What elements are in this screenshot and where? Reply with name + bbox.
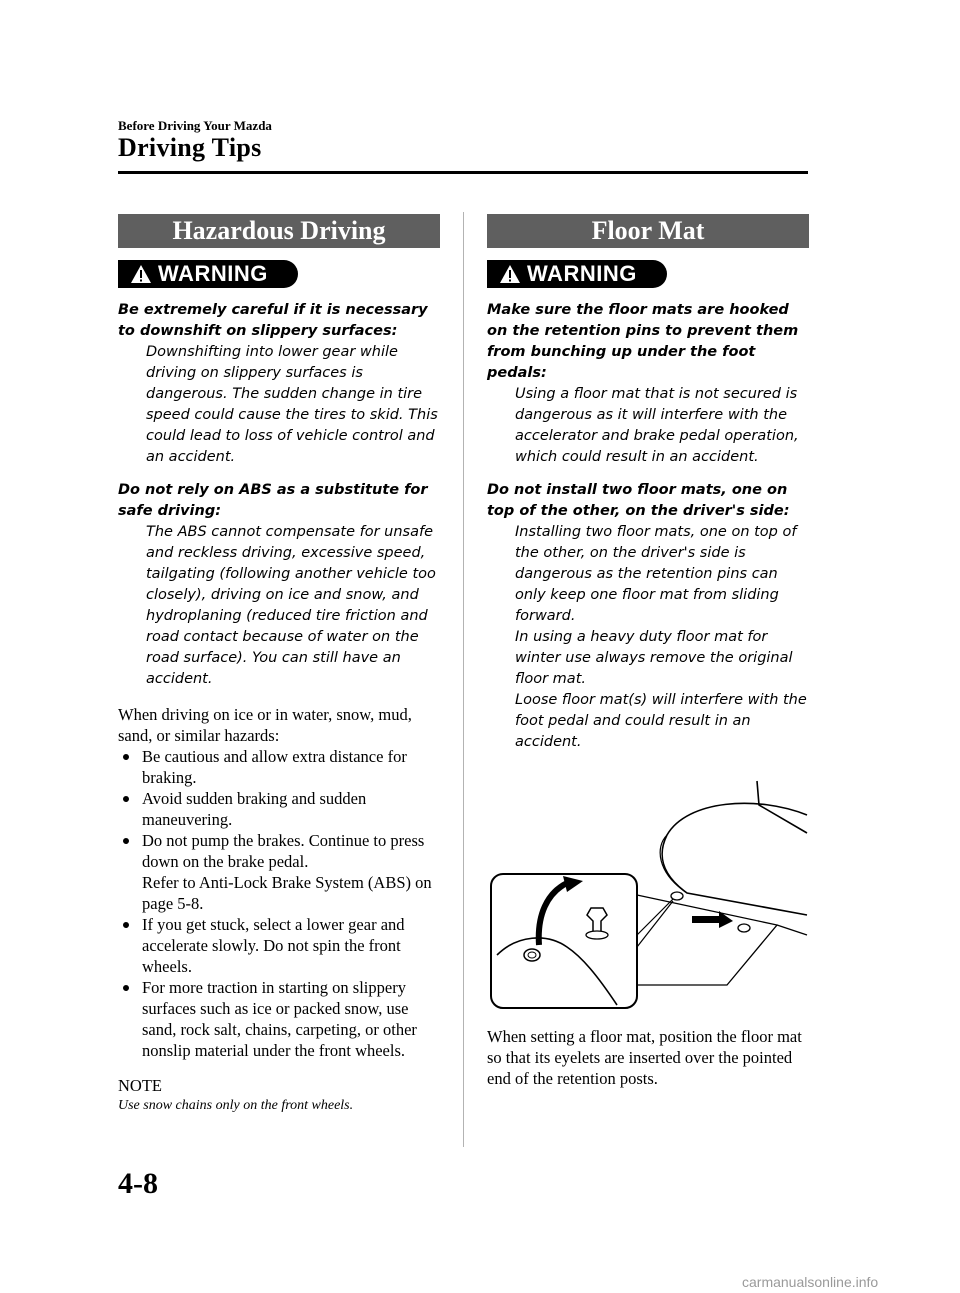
warning-body [118, 522, 440, 690]
header-rule [118, 171, 808, 174]
floor-mat-title: Floor Mat [487, 214, 809, 248]
list-item: Do not pump the brakes. Continue to press down on the brake pedal. Refer to Anti-Lock Brake System (ABS) on page 5-8. [118, 830, 440, 914]
right-column [487, 214, 809, 1089]
floor-mat-illustration [487, 775, 809, 1015]
warning-badge [118, 260, 298, 288]
note-title: NOTE [118, 1076, 162, 1095]
warning-heading: Be extremely careful if it is necessary to downshift on slippery surfaces: [118, 302, 428, 339]
watermark: carmanualsonline.info [742, 1274, 879, 1290]
list-item: For more traction in starting on slippery surfaces such as ice or packed snow, use sand, rock salt, chains, carpeting, or other nonslip material under the front wheels. [118, 977, 440, 1061]
warning-heading: Make sure the floor mats are hooked on the retention pins to prevent them from bunching up under the foot pedals: [487, 302, 799, 381]
warning-body [487, 384, 809, 468]
warning-triangle-icon [499, 264, 521, 284]
warning-body [118, 342, 440, 468]
warning-label: WARNING [527, 261, 637, 286]
warning-body [487, 522, 809, 753]
section-header: Before Driving Your Mazda [118, 118, 272, 133]
warning-badge [487, 260, 667, 288]
warning-body-text: Using a floor mat that is not secured is dangerous as it will interfere with the accelerator and brake pedal operation, which could result in an accident. [515, 386, 799, 465]
warning-body-text: Installing two floor mats, one on top of the other, on the driver's side is dangerous as the retention pins can only keep one floor mat from sliding forward. [515, 524, 797, 624]
column-divider [463, 212, 464, 1147]
warning-triangle-icon [130, 264, 152, 284]
warning-body-text: In using a heavy duty floor mat for winter use always remove the original floor mat. [515, 629, 793, 687]
warning-label: WARNING [158, 261, 268, 286]
page-number: 4-8 [118, 1167, 158, 1200]
list-item: Avoid sudden braking and sudden maneuvering. [118, 788, 440, 830]
hazard-tips-list [118, 746, 440, 1061]
hazardous-driving-title: Hazardous Driving [118, 214, 440, 248]
left-column [118, 214, 440, 1116]
warning-heading: Do not install two floor mats, one on top of the other, on the driver's side: [487, 482, 790, 519]
warning-heading: Do not rely on ABS as a substitute for safe driving: [118, 482, 428, 519]
floor-mat-caption: When setting a floor mat, position the floor mat so that its eyelets are inserted over the pointed end of the retention posts. [487, 1027, 802, 1088]
warning-body-text: Downshifting into lower gear while driving on slippery surfaces is dangerous. The sudden change in tire speed could cause the tires to skid. This could lead to loss of vehicle control and an accident. [146, 344, 438, 465]
chapter-title: Driving Tips [118, 133, 262, 162]
warning-body-text: The ABS cannot compensate for unsafe and reckless driving, excessive speed, tailgating (following another vehicle too closely), driving on ice and snow, and hydroplaning (reduced tire friction and road contact because of water on the road surface). You can still have an accident. [146, 524, 436, 687]
warning-body-text: Loose floor mat(s) will interfere with the foot pedal and could result in an accident. [515, 692, 807, 750]
list-item: Be cautious and allow extra distance for braking. [118, 746, 440, 788]
list-item: If you get stuck, select a lower gear and accelerate slowly. Do not spin the front wheels. [118, 914, 440, 977]
note-text: Use snow chains only on the front wheels. [118, 1098, 354, 1113]
abs-reference: Refer to Anti-Lock Brake System (ABS) on page 5-8. [142, 873, 432, 913]
hazards-intro: When driving on ice or in water, snow, mud, sand, or similar hazards: [118, 705, 412, 745]
